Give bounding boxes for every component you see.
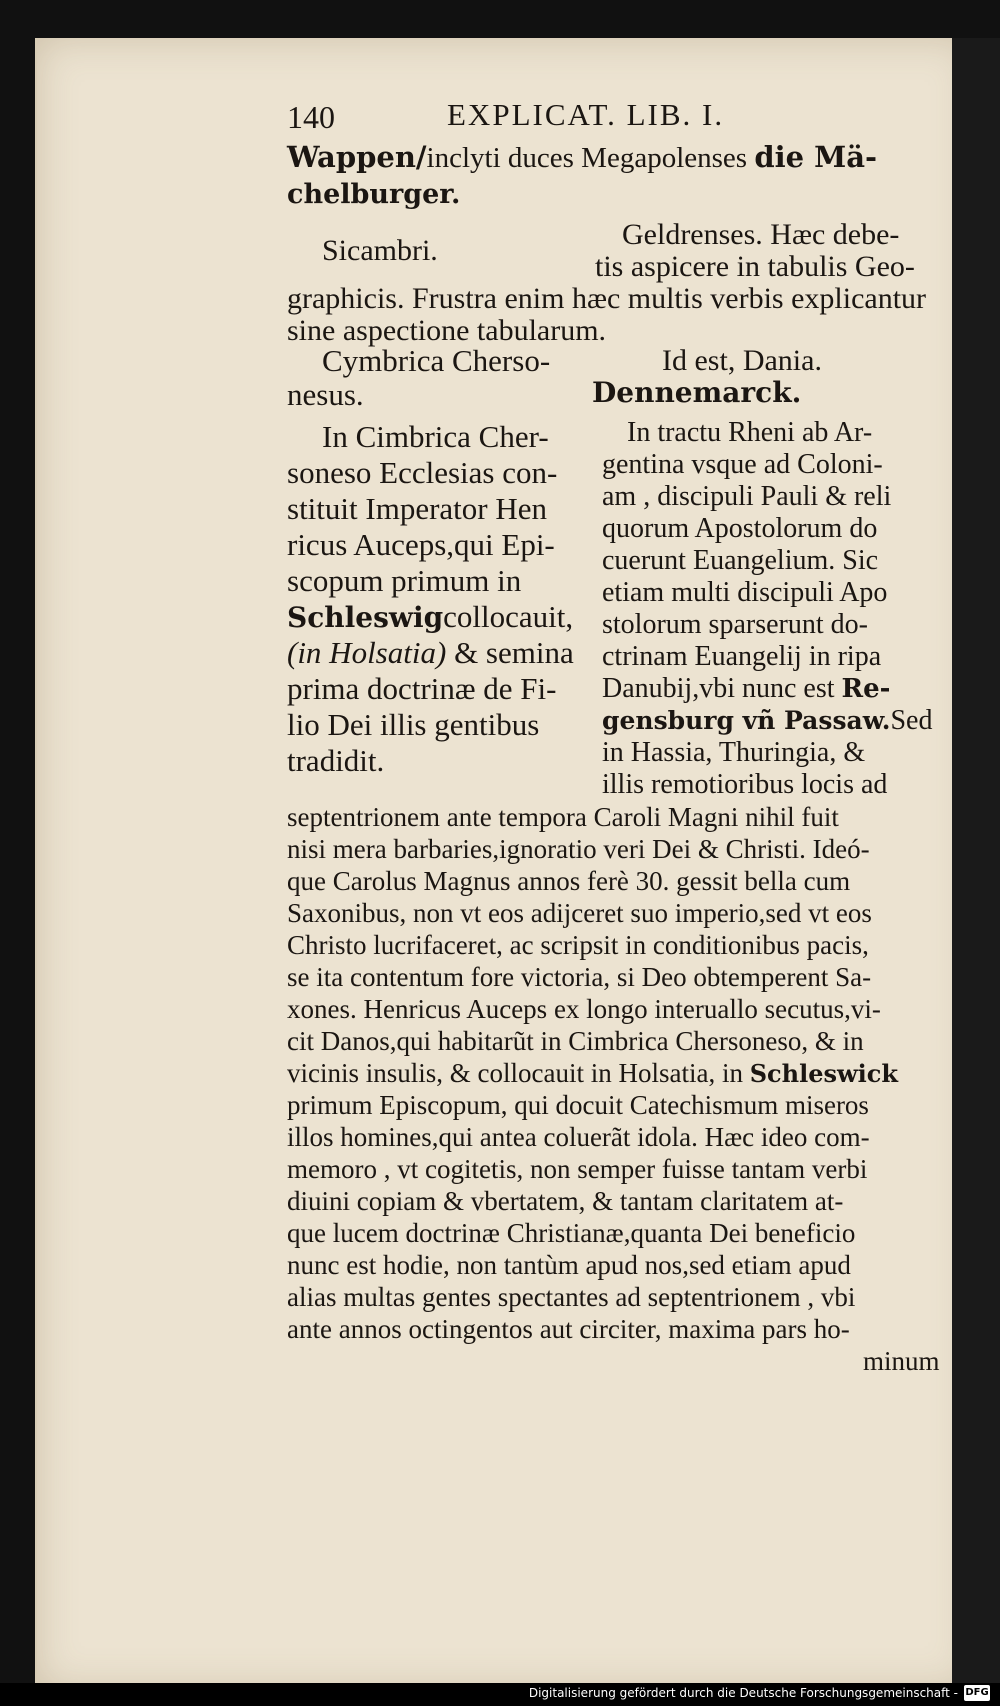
right-line-8: ctrinam Euangelij in ripa xyxy=(602,641,882,672)
footer-credit: Digitalisierung gefördert durch die Deutsche Forschungsgemeinschaft - xyxy=(528,1686,958,1700)
dfg-logo: DFG xyxy=(964,1685,990,1701)
body-line-17: ante annos octingentos aut circiter, maxima pars ho- xyxy=(287,1314,850,1344)
page-number: 140 xyxy=(287,99,335,135)
right-line-2: gentina vsque ad Coloni- xyxy=(602,449,883,480)
body-line-7: xones. Henricus Auceps ex longo interuallo secutus,vi- xyxy=(287,994,881,1024)
text-span: inclyti duces Megapolenses xyxy=(426,142,755,174)
blackletter-schleswick: Schleswick xyxy=(749,1059,899,1088)
left-line-2: soneso Ecclesias con- xyxy=(287,455,558,490)
body-line-4: Saxonibus, non vt eos adijceret suo imperio,sed vt eos xyxy=(287,898,872,928)
blackletter-gensburg-passaw: gensburg vñ Passaw. xyxy=(602,706,891,735)
left-line-9: lio Dei illis gentibus xyxy=(287,707,540,742)
body-line-10: primum Episcopum, qui docuit Catechismum miseros xyxy=(287,1090,869,1120)
body-line-12: memoro , vt cogitetis, non semper fuisse tantam verbi xyxy=(287,1154,868,1184)
right-line-11: in Hassia, Thuringia, & xyxy=(602,737,866,768)
body-line-1: septentrionem ante tempora Caroli Magni nihil fuit xyxy=(287,802,839,832)
body-line-5: Christo lucrifaceret, ac scripsit in conditionibus pacis, xyxy=(287,930,869,960)
body-line-2: nisi mera barbaries,ignoratio veri Dei & Christi. Ideó- xyxy=(287,834,870,864)
right-line-4: quorum Apostolorum do xyxy=(602,513,878,544)
blackletter-die: die Mä- xyxy=(754,140,878,174)
text-geldrenses-1: Geldrenses. Hæc debe- xyxy=(622,218,900,251)
text-line-2: chelburger. xyxy=(287,179,461,210)
left-line-6 xyxy=(287,600,573,635)
left-line-10: tradidit. xyxy=(287,743,385,778)
right-line-5: cuerunt Euangelium. Sic xyxy=(602,545,879,576)
text-line-1 xyxy=(287,140,877,175)
text-span: vicinis insulis, & collocauit in Holsatia, in xyxy=(287,1058,750,1088)
footer-bar xyxy=(0,1683,1000,1706)
body-line-15: nunc est hodie, non tantùm apud nos,sed etiam apud xyxy=(287,1250,851,1280)
left-line-5: scopum primum in xyxy=(287,563,522,598)
text-span: Danubij,vbi nunc est xyxy=(602,673,842,704)
marginal-cymbrica-2: nesus. xyxy=(287,377,364,412)
body-line-8: cit Danos,qui habitarũt in Cimbrica Chersoneso, & in xyxy=(287,1026,864,1056)
blackletter-dennemarck: Dennemarck. xyxy=(592,376,802,409)
blackletter-schleswig: Schleswig xyxy=(287,601,444,634)
text-geldrenses-2: tis aspicere in tabulis Geo- xyxy=(595,250,915,283)
marginal-sicambri: Sicambri. xyxy=(322,234,438,267)
body-line-9 xyxy=(287,1056,898,1091)
catchword: minum xyxy=(863,1346,940,1376)
right-line-3: am , discipuli Pauli & reli xyxy=(602,481,892,512)
body-line-13: diuini copiam & vbertatem, & tantam claritatem at- xyxy=(287,1186,844,1216)
body-line-11: illos homines,qui antea coluerãt idola. Hæc ideo com- xyxy=(287,1122,870,1152)
blackletter-wappen: Wappen/ xyxy=(287,140,427,174)
right-line-6: etiam multi discipuli Apo xyxy=(602,577,888,608)
left-line-3: stituit Imperator Hen xyxy=(287,491,547,526)
left-line-4: ricus Auceps,qui Epi- xyxy=(287,527,555,562)
running-title: EXPLICAT. LIB. I. xyxy=(447,97,725,132)
body-line-6: se ita contentum fore victoria, si Deo obtemperent Sa- xyxy=(287,962,872,992)
left-line-8: prima doctrinæ de Fi- xyxy=(287,671,557,706)
body-line-14: que lucem doctrinæ Christianæ,quanta Dei beneficio xyxy=(287,1218,856,1248)
body-line-16: alias multas gentes spectantes ad septentrionem , vbi xyxy=(287,1282,856,1312)
book-page xyxy=(35,38,972,1690)
right-line-9 xyxy=(602,672,890,706)
blackletter-re: Re- xyxy=(841,674,891,704)
text-sine-aspectione: sine aspectione tabularum. xyxy=(287,314,607,347)
binding-edge xyxy=(952,38,1000,1690)
marginal-cymbrica-1: Cymbrica Cherso- xyxy=(322,343,551,378)
right-line-1: In tractu Rheni ab Ar- xyxy=(627,417,873,448)
text-geographicis: graphicis. Frustra enim hæc multis verbis explicantur xyxy=(287,282,927,315)
body-line-3: que Carolus Magnus annos ferè 30. gessit bella cum xyxy=(287,866,851,896)
italic-in-holsatia: (in Holsatia) xyxy=(287,635,447,670)
left-line-1: In Cimbrica Cher- xyxy=(322,419,549,454)
right-line-7: stolorum sparserunt do- xyxy=(602,609,868,640)
right-line-10 xyxy=(602,704,932,738)
marginal-idest-dania: Id est, Dania. xyxy=(662,344,822,377)
text-span: collocauit, xyxy=(443,599,574,634)
right-line-12: illis remotioribus locis ad xyxy=(602,769,888,800)
text-span: Sed xyxy=(890,705,933,736)
text-span: & semina xyxy=(446,635,574,670)
left-line-7 xyxy=(287,636,574,670)
